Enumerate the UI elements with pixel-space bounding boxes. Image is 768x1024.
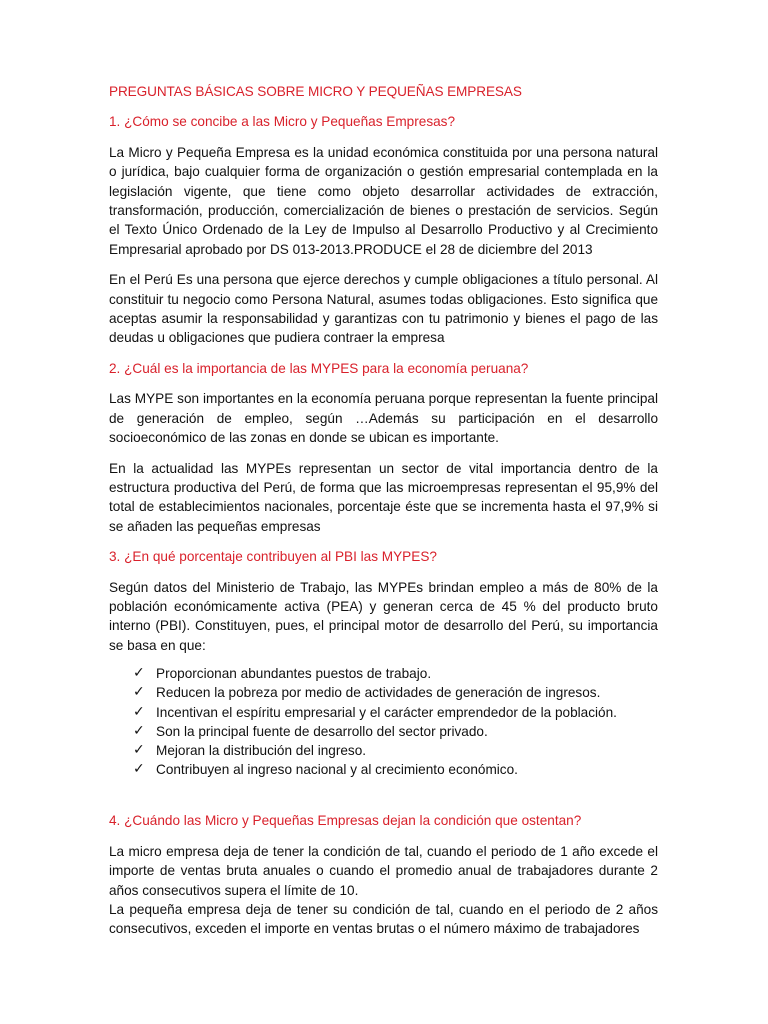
- list-item: [133, 741, 658, 760]
- question-4: 4. ¿Cuándo las Micro y Pequeñas Empresas dejan la condición que ostentan?: [109, 813, 582, 829]
- question-3: 3. ¿En qué porcentaje contribuyen al PBI las MYPES?: [109, 549, 437, 565]
- check-icon: ✓: [133, 665, 145, 682]
- check-icon: ✓: [133, 684, 145, 701]
- document-title: PREGUNTAS BÁSICAS SOBRE MICRO Y PEQUEÑAS EMPRESAS: [109, 84, 522, 99]
- list-item: [133, 664, 658, 683]
- paragraph: La micro empresa deja de tener la condición de tal, cuando el periodo de 1 año excede el importe de ventas bruta anuales o cuando el promedio anual de trabajadores durante 2 años consecutivos supera el límite de 10.: [109, 843, 658, 898]
- paragraph: En el Perú Es una persona que ejerce derechos y cumple obligaciones a título personal. Al constituir tu negocio como Persona Natural, asumes todas obligaciones. Esto significa que aceptas asumir la responsabilidad y garantizas con tu patrimonio y bienes el pago de las deudas u obligaciones que pudiera contraer la empresa: [109, 272, 658, 346]
- paragraph: Según datos del Ministerio de Trabajo, las MYPEs brindan empleo a más de 80% de la población económicamente activa (PEA) y generan cerca de 45 % del producto bruto interno (PBI). Constituyen, pues, el principal motor de desarrollo del Perú, su importancia se basa en que:: [109, 579, 658, 653]
- list-item: [133, 683, 658, 702]
- question-1: 1. ¿Cómo se concibe a las Micro y Pequeñas Empresas?: [109, 114, 456, 130]
- list-item: [133, 722, 658, 741]
- paragraph: En la actualidad las MYPEs representan un sector de vital importancia dentro de la estructura productiva del Perú, de forma que las microempresas representan el 95,9% del total de establecimientos nacionales, porcentaje éste que se incrementa hasta el 97,9% si se añaden las pequeñas empresas: [109, 460, 658, 534]
- list-item-text: Son la principal fuente de desarrollo del sector privado.: [156, 723, 488, 739]
- list-item-text: Contribuyen al ingreso nacional y al crecimiento económico.: [156, 762, 518, 778]
- check-icon: ✓: [133, 722, 145, 739]
- check-icon: ✓: [133, 703, 145, 720]
- paragraph: La pequeña empresa deja de tener su condición de tal, cuando en el periodo de 2 años consecutivos, exceden el importe en ventas brutas o el número máximo de trabajadores: [109, 902, 658, 937]
- list-item-text: Reducen la pobreza por medio de actividades de generación de ingresos.: [156, 685, 601, 701]
- list-item-text: Incentivan el espíritu empresarial y el carácter emprendedor de la población.: [156, 704, 617, 720]
- check-icon: ✓: [133, 761, 145, 778]
- question-2: 2. ¿Cuál es la importancia de las MYPES para la economía peruana?: [109, 360, 529, 376]
- list-item: [133, 703, 658, 722]
- check-icon: ✓: [133, 741, 145, 758]
- checklist: [109, 664, 658, 779]
- paragraph: La Micro y Pequeña Empresa es la unidad económica constituida por una persona natural o jurídica, bajo cualquier forma de organización o gestión empresarial contemplada en la legislación vigente, que tiene como objeto desarrollar actividades de extracción, transformación, producción, comercialización de bienes o prestación de servicios. Según el Texto Único Ordenado de la Ley de Impulso al Desarrollo Productivo y al Crecimiento Empresarial aprobado por DS 013-2013.PRODUCE el 28 de diciembre del 2013: [109, 144, 658, 257]
- spacer: [109, 779, 658, 811]
- list-item-text: Proporcionan abundantes puestos de trabajo.: [156, 666, 432, 682]
- list-item-text: Mejoran la distribución del ingreso.: [156, 742, 367, 758]
- paragraph: Las MYPE son importantes en la economía peruana porque representan la fuente principal de generación de empleo, según …Además su participación en el desarrollo socioeconómico de las zonas en donde se ubican es importante.: [109, 391, 658, 446]
- list-item: [133, 760, 658, 779]
